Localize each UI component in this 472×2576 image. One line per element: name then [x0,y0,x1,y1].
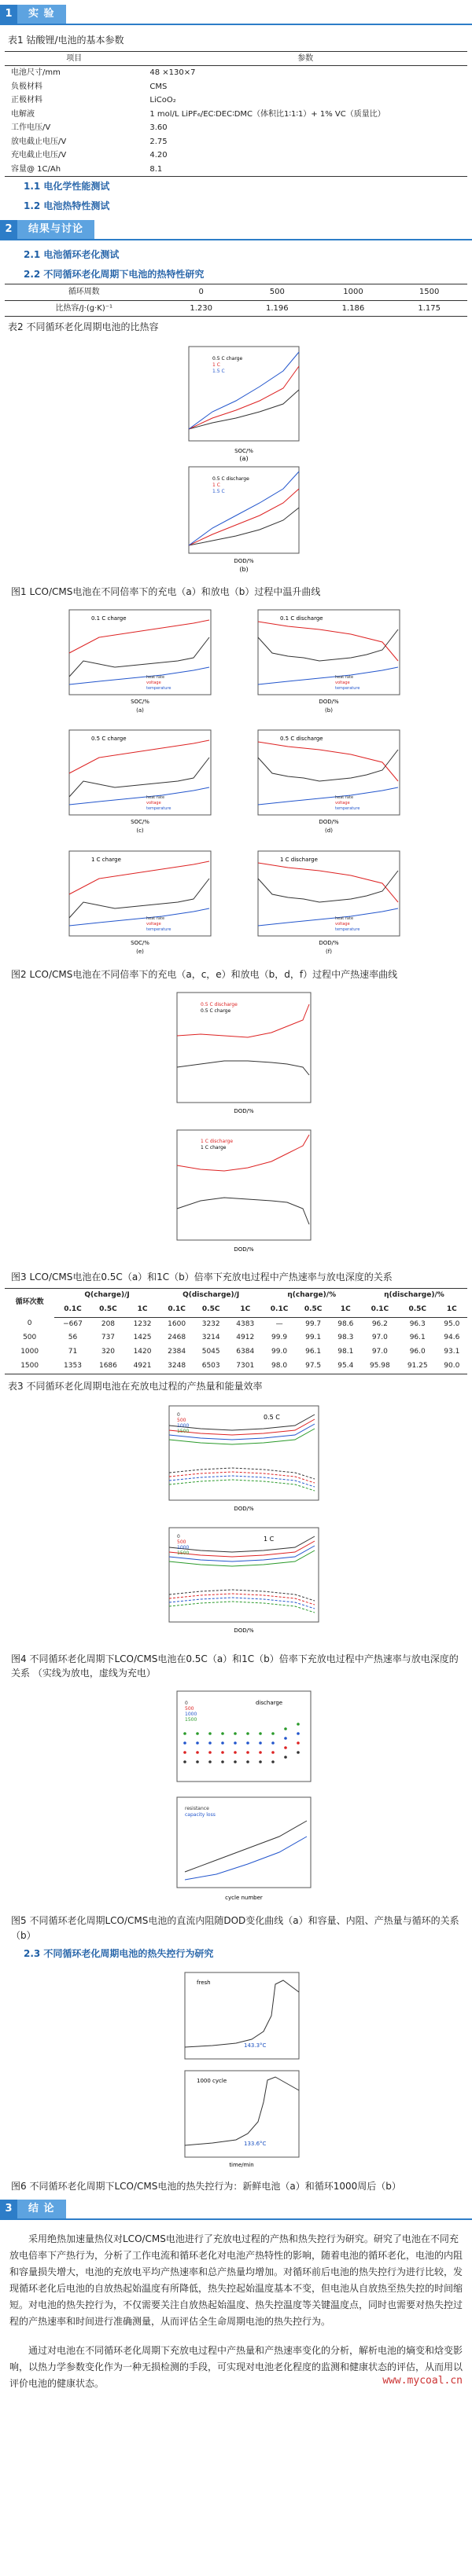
subheading-2-1: 2.1 电池循环老化测试 [24,249,120,261]
fig3-legend-b-0: 1 C discharge [201,1139,234,1145]
table1-row [5,94,467,108]
table2-header: 0 [163,284,239,301]
fig3-xlabel-b: DOD/% [234,1246,254,1253]
fig5-point [183,1741,186,1745]
table1-cell: 正极材料 [11,96,42,105]
table3-cell: 96.1 [409,1334,426,1342]
table3-cell: 208 [101,1319,116,1328]
subheading-2-3: 2.3 不同循环老化周期电池的热失控行为研究 [24,1948,214,1960]
table3-sub-header: 1C [125,1303,160,1317]
fig2-panel-title: 1 C charge [91,856,121,863]
fig1-legend-a-0: 0.5 C charge [212,356,243,362]
table3-sub-header: 1C [228,1303,263,1317]
table3-cell: 96.3 [409,1319,426,1328]
fig5-title-a: discharge [256,1700,283,1707]
fig5-point [183,1751,186,1754]
table3-cell: 3232 [201,1319,220,1328]
fig5-point [208,1732,212,1735]
table1-cell: 容量@ 1C/Ah [5,163,143,177]
fig5-legend-a-entry: 0 [185,1701,188,1707]
fig4-legend-entry: 500 [177,1417,186,1423]
fig6-temp-a: 143.3°C [244,2042,267,2049]
fig2-legend-entry: heat rate [335,916,354,921]
fig2-panel-label: (a) [136,706,144,714]
fig5-point [196,1760,199,1763]
fig2-xlabel: SOC/% [131,698,149,705]
table3-cell: 4383 [236,1319,255,1328]
fig5-point [297,1723,300,1726]
table3-cell: 96.0 [409,1348,426,1356]
fig3-legend-a-0: 0.5 C discharge [201,1002,238,1008]
table3-cell: 1420 [133,1348,152,1356]
fig2-xlabel: DOD/% [319,939,339,946]
fig2-legend-entry: voltage [146,801,161,806]
table3-cell: 97.0 [371,1348,388,1356]
fig2-panel-label: (e) [136,948,144,955]
fig2-legend-entry: temperature [146,806,171,812]
figure-3-caption: 图3 LCO/CMS电池在0.5C（a）和1C（b）倍率下充放电过程中产热速率与放电深度的关系 [11,1271,393,1283]
fig2-legend-entry: heat rate [335,795,354,801]
subheading-1-1: 1.1 电化学性能测试 [24,181,110,193]
table3-sub-header: 0.5C [91,1303,126,1317]
table3-cell: 99.1 [305,1334,322,1342]
table3-group-header: Q(charge)/J [54,1288,159,1302]
fig2-panel-label: (d) [325,827,333,835]
table2-cell: 1.230 [163,300,239,317]
table3-cell: 4921 [125,1360,160,1374]
fig4-xlabel: DOD/% [234,1505,254,1512]
fig4-frame [169,1406,319,1500]
fig2-panel-label: (c) [136,827,144,835]
figure-4-plot [146,1402,326,1642]
table3-cell: 1600 [168,1319,186,1328]
fig3-legend-b-1: 1 C charge [201,1145,227,1151]
fig5-point [284,1756,287,1759]
fig4-legend-entry: 0 [177,1411,180,1418]
fig4-legend-entry: 1500 [177,1550,190,1556]
fig1-legend-a-1: 1 C [212,362,220,369]
figure-5-plot [153,1687,319,1904]
table1-row [5,66,467,80]
fig2-panel-title: 0.5 C discharge [280,736,323,743]
fig5-point [297,1751,300,1754]
fig4-legend-entry: 500 [177,1539,186,1545]
figure-6 [0,1969,472,2173]
table3-cell: 0 [27,1319,32,1328]
section-2-header [0,220,472,240]
table3-cell: 99.7 [305,1319,322,1328]
fig1-xlabel-a: SOC/% [234,448,253,455]
fig5-point [234,1760,237,1763]
fig1-panel-a [189,347,299,462]
figure-4-caption: 图4 不同循环老化周期下LCO/CMS电池在0.5C（a）和1C（b）倍率下充放电过程中产热速率与放电深度的关系 （实线为放电，虚线为充电） [11,1653,459,1679]
table1-cell: CMS [149,82,168,91]
fig2-panel-title: 0.1 C discharge [280,615,323,622]
table3-cell: 98.3 [337,1334,354,1342]
fig5-point [297,1732,300,1735]
table3-sub-header: 0.1C [160,1303,194,1317]
section-3-header [0,2200,472,2220]
fig3-panel-a [177,993,311,1114]
table1-row [5,80,467,94]
fig5-xlabel-b: cycle number [225,1895,263,1902]
table3-cell: 4912 [236,1334,255,1342]
table2-header: 1500 [391,284,467,301]
figure-3 [0,989,472,1264]
table3-group-header: η(charge)/% [263,1288,361,1302]
fig5-legend-a-entry: 500 [185,1706,194,1712]
fig2-panel [241,847,420,962]
fig6-panel-a [185,1972,299,2059]
table2-cell: 1.175 [391,300,467,317]
fig5-point [271,1751,275,1754]
conclusion-paragraph-1: 采用绝热加速量热仪对LCO/CMS电池进行了充放电过程的产热和热失控行为研究。研究了电池在不同充放电倍率下产热行为，分析了工作电流和循环老化对电池产热特性的影响，随着电池的循环老化，电池的内阻和容量损失增大，电池的充放电平均产热速率和总产热量均增加。对循环前后电池的热失控行为进行比较，发现循环老化后电池的自放热起始温度有所降低，热失控起始温度基本不变，但电池从自放热至热失控的时间缩短。对电池的热失控行为，不仅需要关注自放热起始温度、热失控温度等关键温度点，同时也需要对热失控过程的产热速率和时间进行准确测量，从而评估全生命周期电池的热失控行为。 [9,2233,463,2328]
table1-cell: 负极材料 [11,82,42,91]
table2-row-label: 比热容/J·(g·K)⁻¹ [5,300,163,317]
table3-cell: 96.1 [305,1348,322,1356]
table3-cell: 1425 [133,1334,152,1342]
fig2-legend-entry: temperature [335,806,360,812]
table3-cell: 1232 [133,1319,152,1328]
section-title: 结果与讨论 [17,220,94,239]
table1-row [5,149,467,163]
fig1-xlabel-b: DOD/% [234,558,254,565]
fig2-panel-plot [241,847,420,957]
table1-cell: 4.20 [149,151,168,160]
table3-cell: 90.0 [437,1360,467,1374]
table3-cell: 98.1 [337,1348,354,1356]
fig2-legend-entry: voltage [146,921,161,927]
fig5-point [208,1751,212,1754]
fig5-point [259,1732,262,1735]
fig5-point [221,1741,224,1745]
table3-cell: 3214 [201,1334,220,1342]
fig4-legend-entry: 1500 [177,1428,190,1434]
table3-row [5,1317,467,1331]
table1-row [5,121,467,135]
table3-cell: 95.4 [330,1360,361,1374]
fig4-legend-entry: 1000 [177,1422,190,1429]
section-number: 1 [0,5,17,24]
fig2-panel [52,726,231,841]
figure-5 [0,1687,472,1907]
fig2-panel [241,726,420,841]
fig5-point [259,1760,262,1763]
fig2-legend-entry: temperature [146,927,171,932]
table1-cell: 放电截止电压/V [11,137,67,146]
fig5-point [246,1741,249,1745]
fig6-label-b: 1000 cycle [197,2077,227,2084]
table3-group-header: Q(discharge)/J [160,1288,263,1302]
figure-6-caption: 图6 不同循环老化周期下LCO/CMS电池的热失控行为：新鲜电池（a）和循环1000周后（b） [11,2180,401,2192]
table3-cell: 1000 [20,1348,39,1356]
table1-cell: 48 ×130×7 [149,68,196,78]
table3 [5,1288,467,1375]
table1-header: 参数 [143,51,467,66]
table3-cell: 95.0 [444,1319,460,1328]
table1-cell: 电解液 [11,109,35,119]
table1-row [5,163,467,177]
table3-cell: 98.6 [337,1319,354,1328]
table3-cell: 6503 [194,1360,228,1374]
fig2-panel-title: 0.5 C charge [91,736,127,743]
table1-caption: 表1 钴酸锂/电池的基本参数 [8,35,124,46]
fig2-panel [52,847,231,962]
table3-cell: −667 [63,1319,83,1328]
fig1-label-a: (a) [239,455,249,463]
table3-sub-header: 0.1C [54,1303,90,1317]
fig1-legend-a-2: 1.5 C [212,369,225,375]
fig4-legend-entry: 0 [177,1533,180,1539]
fig2-legend-entry: heat rate [335,674,354,680]
fig4-legend-entry: 1000 [177,1544,190,1550]
section-title: 结 论 [17,2200,66,2218]
fig5-point [196,1751,199,1754]
table3-cell: 96.2 [371,1319,388,1328]
fig5-frame-a [177,1691,311,1782]
table3-sub-header: 0.1C [263,1303,297,1317]
fig1-legend-b-1: 1 C [212,483,220,489]
fig2-panel-plot [241,726,420,836]
fig4-xlabel: DOD/% [234,1627,254,1634]
fig5-point [284,1737,287,1740]
fig2-xlabel: DOD/% [319,819,339,826]
fig5-point [208,1760,212,1763]
fig4-frame [169,1528,319,1622]
table3-sub-header: 0.5C [194,1303,228,1317]
fig2-panel-plot [52,606,231,716]
fig2-legend-entry: voltage [335,680,350,685]
table1-row [5,135,467,149]
fig5-point [196,1741,199,1745]
fig1-legend-b-0: 0.5 C discharge [212,476,249,483]
table3-cell: 2384 [168,1348,186,1356]
table3-group-header: 循环次数 [5,1288,54,1317]
fig2-panel-title: 1 C discharge [280,856,318,863]
fig5-legend-b-entry: resistance [185,1806,209,1812]
figure-6-plot [165,1969,307,2170]
fig5-point [246,1732,249,1735]
table3-cell: 97.5 [297,1360,330,1374]
fig2-xlabel: DOD/% [319,698,339,705]
figure-3-plot [153,989,319,1260]
figure-5-caption: 图5 不同循环老化周期LCO/CMS电池的直流内阻随DOD变化曲线（a）和容量、内阻、产热量与循环的关系（b） [11,1915,459,1941]
table3-cell: 91.25 [399,1360,437,1374]
table3-cell: 1500 [5,1360,54,1374]
table3-cell: 95.98 [361,1360,399,1374]
table1-cell: LiCoO₂ [149,96,176,105]
fig5-point [246,1760,249,1763]
figure-2 [0,601,472,967]
table2-cell: 1.196 [239,300,315,317]
subheading-1-2: 1.2 电池热特性测试 [24,200,110,211]
table3-cell: 71 [68,1348,78,1356]
fig1-panel-b [189,467,299,573]
fig2-panel [52,606,231,721]
fig6-label-a: fresh [197,1979,211,1986]
table1-row [5,108,467,122]
fig5-point [246,1751,249,1754]
figure-1-caption: 图1 LCO/CMS电池在不同倍率下的充电（a）和放电（b）过程中温升曲线 [11,586,321,598]
fig5-point [234,1741,237,1745]
fig5-point [183,1732,186,1735]
table1-cell: 1 mol/L LiPF₆/EC∶DEC∶DMC（体积比1∶1∶1）+ 1% VC（质量比） [149,109,385,119]
fig5-point [221,1732,224,1735]
table3-cell: 1686 [91,1360,126,1374]
table3-row [5,1331,467,1345]
table3-caption: 表3 不同循环老化周期电池在充放电过程的产热量和能量效率 [8,1381,263,1393]
fig5-point [271,1732,275,1735]
fig2-legend-entry: voltage [146,680,161,685]
fig3-legend-a-1: 0.5 C charge [201,1008,231,1015]
table2-header: 循环周数 [5,284,163,301]
fig4-panel-title: 1 C [264,1535,275,1543]
table1-cell: 8.1 [143,163,467,177]
table2-caption: 表2 不同循环老化周期电池的比热容 [8,321,159,333]
watermark: www.mycoal.cn [382,2375,463,2387]
table1-cell: 电池尺寸/mm [11,68,61,78]
table3-cell: 1353 [54,1360,90,1374]
fig2-panel-plot [241,606,420,716]
table3-cell: 5045 [201,1348,220,1356]
table3-cell: 99.0 [271,1348,288,1356]
table3-sub-header: 1C [437,1303,467,1317]
table3-sub-header: 0.5C [399,1303,437,1317]
table2-header: 500 [239,284,315,301]
table3-cell: 97.0 [371,1334,388,1342]
table3-row [5,1345,467,1360]
fig5-point [271,1760,275,1763]
table3-cell: — [275,1319,283,1328]
fig2-legend-entry: heat rate [146,916,165,921]
fig5-point [271,1741,275,1745]
fig2-legend-entry: heat rate [146,674,165,680]
figure-1 [0,343,472,578]
table3-group-header: η(discharge)/% [361,1288,467,1302]
fig2-legend-entry: temperature [335,685,360,691]
fig6-xlabel: time/min [229,2161,254,2168]
table3-sub-header: 0.1C [361,1303,399,1317]
section-number: 3 [0,2200,17,2218]
table2-header: 1000 [315,284,392,301]
fig2-legend-entry: temperature [335,927,360,932]
fig1-legend-b-2: 1.5 C [212,489,225,495]
fig5-point [284,1746,287,1749]
fig4-panel-title: 0.5 C [264,1413,280,1421]
table3-sub-header: 0.5C [297,1303,330,1317]
fig2-panel-label: (f) [326,948,332,955]
table3-cell: 6384 [236,1348,255,1356]
table1-cell: 充电截止电压/V [11,151,67,160]
fig5-point [183,1760,186,1763]
fig2-panel [241,606,420,721]
fig5-point [221,1760,224,1763]
fig5-legend-b-entry: capacity loss [185,1812,216,1818]
table3-cell: 500 [23,1334,37,1342]
table2 [5,284,467,317]
fig1-label-b: (b) [239,566,249,574]
fig6-panel-b [185,2071,299,2168]
table3-cell: 3248 [160,1360,194,1374]
fig2-legend-entry: voltage [335,801,350,806]
figure-1-plot [165,343,307,575]
table1-cell: 3.60 [149,123,168,133]
fig2-legend-entry: voltage [335,921,350,927]
subheading-2-2: 2.2 不同循环老化周期下电池的热特性研究 [24,268,205,280]
section-number: 2 [0,220,17,239]
table3-cell: 98.0 [263,1360,297,1374]
fig5-point [221,1751,224,1754]
fig5-point [208,1741,212,1745]
fig2-xlabel: SOC/% [131,819,149,826]
fig5-point [297,1741,300,1745]
fig5-point [234,1751,237,1754]
section-1-header [0,5,472,25]
figure-2-caption: 图2 LCO/CMS电池在不同倍率下的充电（a，c，e）和放电（b，d，f）过程中产热速率曲线 [11,969,398,981]
fig5-point [259,1751,262,1754]
fig2-legend-entry: temperature [146,685,171,691]
fig2-panel-title: 0.1 C charge [91,615,127,622]
fig3-xlabel-a: DOD/% [234,1108,254,1115]
fig3-panel-b [177,1130,311,1253]
fig6-temp-b: 133.6°C [244,2140,267,2147]
table3-cell: 320 [101,1348,116,1356]
table3-cell: 737 [101,1334,116,1342]
table1-cell: 2.75 [149,137,168,146]
fig5-legend-a-entry: 1000 [185,1712,197,1718]
figure-4 [0,1402,472,1646]
fig2-panel-plot [52,726,231,836]
fig2-xlabel: SOC/% [131,939,149,946]
table1-cell: 工作电压/V [11,123,51,133]
fig5-point [259,1741,262,1745]
conclusion-paragraph-2: 通过对电池在不同循环老化周期下充放电过程中产热量和产热速率变化的分析，解析电池的熵变和焓变影响，以热力学参数变化作为一种无损检测的手段，可实现对电池老化程度的监测和健康状态的评估，从而用以评价电池的健康状态。 [9,2345,463,2390]
table3-cell: 2468 [168,1334,186,1342]
section-title: 实 验 [17,5,66,24]
table3-cell: 93.1 [444,1348,460,1356]
fig5-point [196,1732,199,1735]
fig5-legend-a-entry: 1500 [185,1717,197,1723]
table2-cell: 1.186 [315,300,392,317]
table3-row [5,1360,467,1374]
fig5-point [284,1727,287,1730]
table3-cell: 7301 [228,1360,263,1374]
table3-cell: 56 [68,1334,78,1342]
fig5-point [234,1732,237,1735]
table3-cell: 94.6 [444,1334,460,1342]
table1 [5,51,467,178]
table3-cell: 99.9 [271,1334,288,1342]
fig2-panel-label: (b) [325,706,333,714]
table3-sub-header: 1C [330,1303,361,1317]
fig2-legend-entry: heat rate [146,795,165,801]
fig2-panel-plot [52,847,231,957]
table1-header: 项目 [5,51,143,66]
